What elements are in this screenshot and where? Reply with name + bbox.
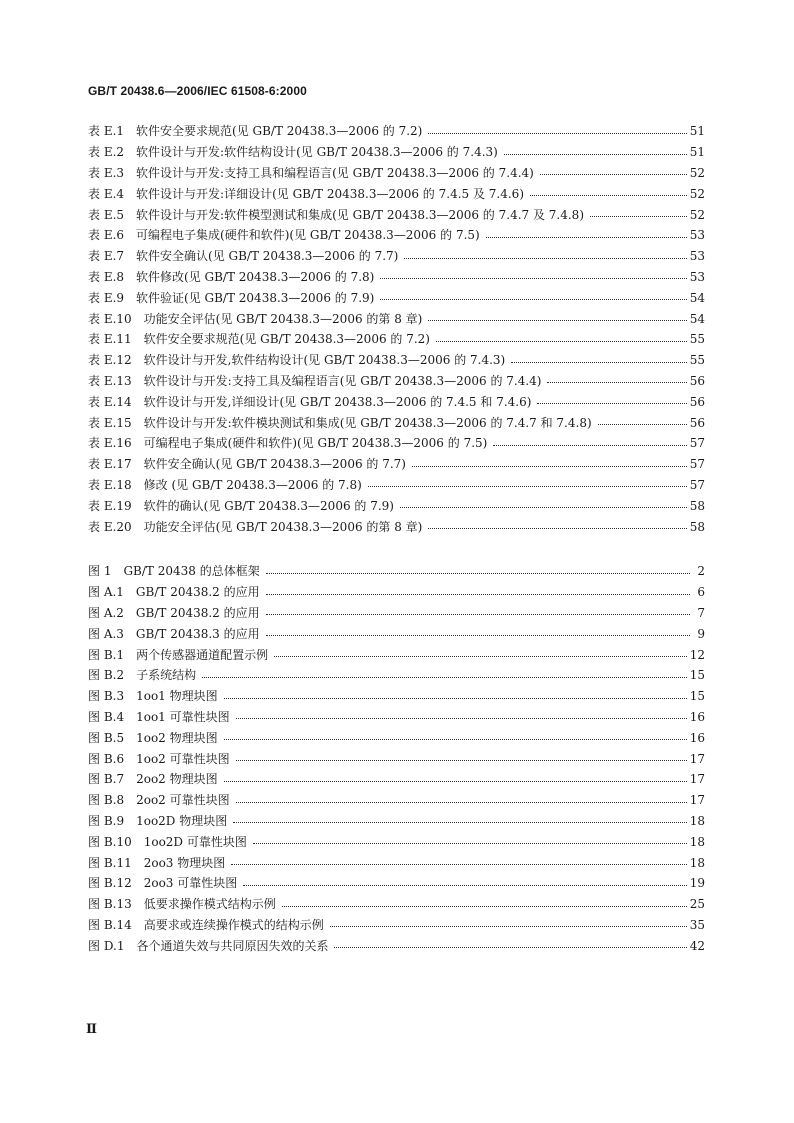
toc-entry[interactable]: [88, 183, 705, 204]
toc-entry[interactable]: [88, 433, 705, 454]
toc-entry[interactable]: [88, 894, 705, 915]
toc-entry[interactable]: [88, 350, 705, 371]
dot-leader: [530, 195, 687, 196]
dot-leader: [224, 781, 687, 782]
dot-leader: [428, 528, 686, 529]
toc-entry-page: 16: [689, 730, 705, 745]
toc-entry-label: 表 E.5 软件设计与开发:软件模型测试和集成(见 GB/T 20438.3—2006 的 7.4.7 及 7.4.8): [88, 207, 584, 222]
toc-entry[interactable]: [88, 121, 705, 142]
dot-leader: [266, 594, 690, 595]
toc-entry-page: 15: [689, 689, 705, 704]
toc-entry-label: 表 E.16 可编程电子集成(硬件和软件)(见 GB/T 20438.3—2006 的 7.5): [88, 436, 488, 451]
toc-entry[interactable]: [88, 790, 705, 811]
dot-leader: [412, 466, 687, 467]
toc-entry-page: 12: [689, 647, 705, 662]
dot-leader: [598, 424, 687, 425]
toc-entry-page: 18: [689, 834, 705, 849]
dot-leader: [547, 382, 686, 383]
dot-leader: [511, 362, 686, 363]
toc-entry[interactable]: [88, 707, 705, 728]
toc-entry-label: 图 B.11 2oo3 物理块图: [88, 855, 226, 870]
toc-entry-label: 表 E.3 软件设计与开发:支持工具和编程语言(见 GB/T 20438.3—2006 的 7.4.4): [88, 165, 534, 180]
dot-leader: [404, 258, 686, 259]
toc-entry-page: 25: [689, 897, 705, 912]
page-number: Ⅱ: [86, 1022, 97, 1037]
toc-entry[interactable]: [88, 811, 705, 832]
dot-leader: [330, 926, 687, 927]
toc-entry-label: 表 E.6 可编程电子集成(硬件和软件)(见 GB/T 20438.3—2006 的 7.5): [88, 228, 480, 243]
toc-entry-label: 图 1 GB/T 20438 的总体框架: [88, 564, 260, 579]
toc-entry-label: 表 E.8 软件修改(见 GB/T 20438.3—2006 的 7.8): [88, 269, 375, 284]
toc-entry[interactable]: [88, 915, 705, 936]
toc-entry-label: 表 E.1 软件安全要求规范(见 GB/T 20438.3—2006 的 7.2): [88, 124, 423, 139]
toc-entry-label: 图 B.3 1oo1 物理块图: [88, 689, 218, 704]
toc-entry[interactable]: [88, 748, 705, 769]
toc-entry-label: 图 A.3 GB/T 20438.3 的应用: [88, 626, 260, 641]
dot-leader: [243, 885, 686, 886]
toc-entry[interactable]: [88, 391, 705, 412]
dot-leader: [236, 760, 687, 761]
toc-entry-page: 56: [689, 415, 705, 430]
toc-entry[interactable]: [88, 204, 705, 225]
toc-entry-page: 19: [689, 876, 705, 891]
toc-entry-page: 18: [689, 855, 705, 870]
table-list: [88, 121, 705, 537]
toc-entry-page: 2: [697, 564, 705, 579]
toc-entry-label: 图 B.1 两个传感器通道配置示例: [88, 647, 269, 662]
toc-entry[interactable]: [88, 371, 705, 392]
dot-leader: [590, 216, 687, 217]
toc-entry-page: 55: [689, 332, 705, 347]
dot-leader: [486, 237, 687, 238]
dot-leader: [428, 133, 686, 134]
toc-entry[interactable]: [88, 412, 705, 433]
toc-entry-label: 图 B.10 1oo2D 可靠性块图: [88, 834, 247, 849]
dot-leader: [504, 154, 687, 155]
dot-leader: [233, 822, 686, 823]
dot-leader: [334, 947, 686, 948]
toc-entry-label: 图 B.6 1oo2 可靠性块图: [88, 751, 230, 766]
toc-entry-page: 9: [697, 626, 705, 641]
document-header: GB/T 20438.6—2006/IEC 61508-6:2000: [88, 84, 307, 98]
toc-entry[interactable]: [88, 852, 705, 873]
toc-entry-label: 表 E.12 软件设计与开发,软件结构设计(见 GB/T 20438.3—2006 的 7.4.3): [88, 353, 506, 368]
toc-entry-label: 表 E.10 功能安全评估(见 GB/T 20438.3—2006 的第 8 章): [88, 311, 423, 326]
dot-leader: [400, 507, 687, 508]
dot-leader: [380, 278, 686, 279]
dot-leader: [231, 864, 686, 865]
toc-entry-page: 52: [689, 207, 705, 222]
toc-entry-page: 57: [689, 457, 705, 472]
toc-entry[interactable]: [88, 603, 705, 624]
toc-entry[interactable]: [88, 582, 705, 603]
toc-entry-page: 56: [689, 373, 705, 388]
toc-entry[interactable]: [88, 329, 705, 350]
toc-entry-label: 图 B.4 1oo1 可靠性块图: [88, 709, 230, 724]
toc-entry[interactable]: [88, 873, 705, 894]
toc-entry-page: 58: [689, 498, 705, 513]
toc-entry-label: 表 E.11 软件安全要求规范(见 GB/T 20438.3—2006 的 7.2): [88, 332, 430, 347]
toc-entry-label: 图 B.5 1oo2 物理块图: [88, 730, 218, 745]
toc-entry-label: 图 B.9 1oo2D 物理块图: [88, 813, 228, 828]
toc-entry[interactable]: [88, 665, 705, 686]
toc-entry-label: 图 D.1 各个通道失效与共同原因失效的关系: [88, 938, 329, 953]
dot-leader: [540, 174, 687, 175]
toc-entry-label: 图 B.2 子系统结构: [88, 668, 197, 683]
toc-entry-label: 表 E.20 功能安全评估(见 GB/T 20438.3—2006 的第 8 章): [88, 519, 423, 534]
toc-entry-label: 图 A.2 GB/T 20438.2 的应用: [88, 605, 260, 620]
dot-leader: [266, 635, 690, 636]
toc-entry-page: 55: [689, 353, 705, 368]
dot-leader: [236, 802, 687, 803]
toc-entry-label: 表 E.13 软件设计与开发:支持工具及编程语言(见 GB/T 20438.3—2006 的 7.4.4): [88, 373, 542, 388]
toc-entry-page: 16: [689, 709, 705, 724]
toc-entry[interactable]: [88, 769, 705, 790]
toc-entry-page: 53: [689, 269, 705, 284]
toc-entry-page: 17: [689, 751, 705, 766]
toc-entry-page: 53: [689, 249, 705, 264]
toc-entry-label: 表 E.4 软件设计与开发:详细设计(见 GB/T 20438.3—2006 的 7.4.5 及 7.4.6): [88, 186, 524, 201]
toc-entry-page: 7: [697, 605, 705, 620]
dot-leader: [493, 445, 686, 446]
toc-entry-page: 57: [689, 436, 705, 451]
toc-entry-page: 52: [689, 186, 705, 201]
dot-leader: [428, 320, 686, 321]
dot-leader: [282, 906, 687, 907]
toc-entry-label: 表 E.7 软件安全确认(见 GB/T 20438.3—2006 的 7.7): [88, 249, 399, 264]
toc-entry-page: 58: [689, 519, 705, 534]
dot-leader: [274, 656, 687, 657]
toc-entry-page: 17: [689, 793, 705, 808]
toc-entry[interactable]: [88, 287, 705, 308]
toc-entry-page: 6: [697, 585, 705, 600]
toc-entry-label: 图 B.8 2oo2 可靠性块图: [88, 793, 230, 808]
toc-entry-label: 表 E.15 软件设计与开发:软件模块测试和集成(见 GB/T 20438.3—2006 的 7.4.7 和 7.4.8): [88, 415, 592, 430]
toc-entry-label: 图 A.1 GB/T 20438.2 的应用: [88, 585, 260, 600]
toc-entry[interactable]: [88, 454, 705, 475]
toc-entry[interactable]: [88, 142, 705, 163]
toc-entry[interactable]: [88, 686, 705, 707]
toc-entry[interactable]: [88, 561, 705, 582]
toc-entry[interactable]: [88, 727, 705, 748]
toc-entry-label: 表 E.17 软件安全确认(见 GB/T 20438.3—2006 的 7.7): [88, 457, 406, 472]
toc-entry-page: 17: [689, 772, 705, 787]
toc-entry-page: 18: [689, 813, 705, 828]
toc-entry-page: 52: [689, 165, 705, 180]
toc-entry-page: 56: [689, 394, 705, 409]
dot-leader: [368, 486, 687, 487]
toc-entry-label: 表 E.2 软件设计与开发:软件结构设计(见 GB/T 20438.3—2006 的 7.4.3): [88, 145, 498, 160]
toc-entry-page: 51: [689, 124, 705, 139]
toc-entry[interactable]: [88, 308, 705, 329]
toc-entry[interactable]: [88, 246, 705, 267]
toc-entry-label: 图 B.13 低要求操作模式结构示例: [88, 897, 276, 912]
figure-list: [88, 561, 705, 956]
toc-entry-page: 15: [689, 668, 705, 683]
toc-entry-label: 表 E.19 软件的确认(见 GB/T 20438.3—2006 的 7.9): [88, 498, 394, 513]
toc-entry[interactable]: [88, 267, 705, 288]
toc-entry[interactable]: [88, 516, 705, 537]
toc-entry[interactable]: [88, 623, 705, 644]
toc-entry-label: 表 E.18 修改 (见 GB/T 20438.3—2006 的 7.8): [88, 477, 362, 492]
toc-entry-page: 54: [689, 311, 705, 326]
dot-leader: [224, 698, 687, 699]
dot-leader: [266, 614, 690, 615]
toc-entry-page: 35: [689, 917, 705, 932]
dot-leader: [436, 341, 687, 342]
toc-entry-label: 图 B.14 高要求或连续操作模式的结构示例: [88, 917, 324, 932]
dot-leader: [253, 843, 687, 844]
toc-entry[interactable]: [88, 831, 705, 852]
toc-entry-page: 42: [689, 938, 705, 953]
toc-entry-label: 表 E.9 软件验证(见 GB/T 20438.3—2006 的 7.9): [88, 290, 375, 305]
toc-entry-label: 表 E.14 软件设计与开发,详细设计(见 GB/T 20438.3—2006 的 7.4.5 和 7.4.6): [88, 394, 532, 409]
toc-entry[interactable]: [88, 495, 705, 516]
dot-leader: [266, 573, 690, 574]
dot-leader: [224, 739, 687, 740]
toc-entry-label: 图 B.7 2oo2 物理块图: [88, 772, 218, 787]
dot-leader: [236, 718, 687, 719]
toc-entry-page: 51: [689, 145, 705, 160]
toc-entry[interactable]: [88, 935, 705, 956]
toc-entry-page: 53: [689, 228, 705, 243]
toc-entry[interactable]: [88, 644, 705, 665]
toc-entry[interactable]: [88, 163, 705, 184]
dot-leader: [380, 299, 686, 300]
dot-leader: [537, 403, 686, 404]
toc-entry-page: 57: [689, 477, 705, 492]
toc-entry[interactable]: [88, 225, 705, 246]
dot-leader: [202, 677, 687, 678]
toc-entry[interactable]: [88, 475, 705, 496]
toc-entry-page: 54: [689, 290, 705, 305]
toc-entry-label: 图 B.12 2oo3 可靠性块图: [88, 876, 238, 891]
